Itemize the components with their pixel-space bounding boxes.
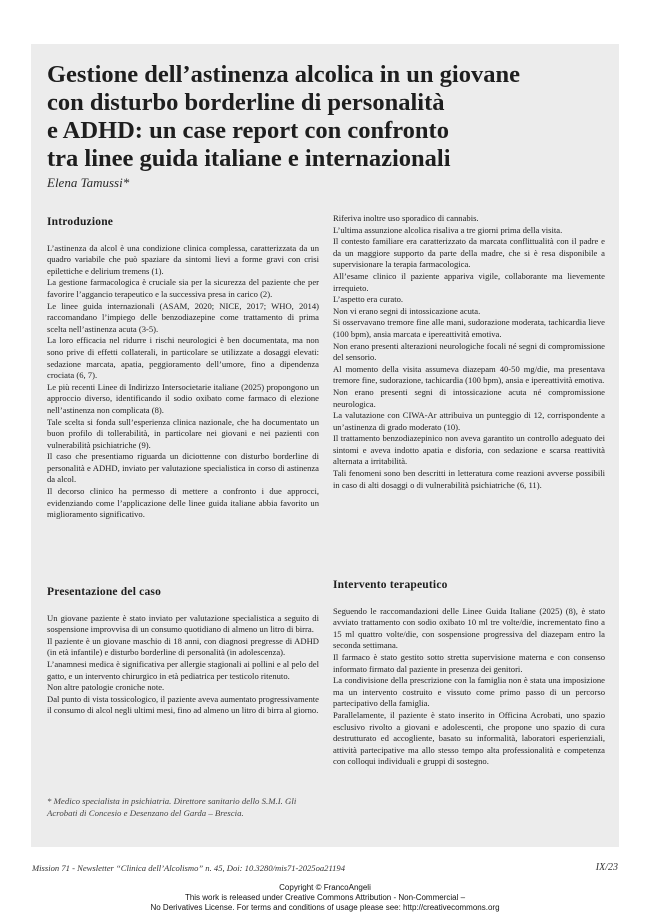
paragraph: Tali fenomeni sono ben descritti in letteratura come reazioni avverse possibili in caso di alti dosaggi o di vulnerabilità psichiatriche (6, 11). bbox=[333, 468, 605, 490]
case-continued bbox=[333, 213, 605, 491]
paragraph: Seguendo le raccomandazioni delle Linee Guida Italiane (2025) (8), è stato avviato trattamento con sodio oxibato 10 ml tre volte/die, incrementato fino a 15 ml quattro volte/die, con sospensione progressiva del diazepam entro la seconda settimana. bbox=[333, 605, 605, 651]
paragraph: L’anamnesi medica è significativa per allergie stagionali ai pollini e al pelo del gatto, e un intervento chirurgico in età pediatrica per testicolo ritenuto. bbox=[47, 658, 319, 681]
paragraph: Il contesto familiare era caratterizzato da marcata conflittualità con il padre e da un maggiore supporto da parte della madre, che si è resa disponibile a supervisionare la terapia farmacologica. bbox=[333, 236, 605, 270]
paragraph: Tale scelta si fonda sull’esperienza clinica nazionale, che ha documentato un buon profilo di tollerabilità, in particolare nei giovani e nei pazienti con vulnerabilità psichiatriche (9). bbox=[47, 416, 319, 450]
license-line: No Derivatives License. For terms and conditions of usage please see: http://creativecommons.org bbox=[150, 903, 500, 912]
author-footnote bbox=[47, 795, 319, 819]
footer-citation: Mission 71 - Newsletter “Clinica dell’Alcolismo” n. 45, Doi: 10.3280/mis71-2025oa21194 bbox=[32, 863, 346, 873]
paragraph: Il paziente è un giovane maschio di 18 anni, con diagnosi pregresse di ADHD (in età infantile) e disturbo borderline di personalità (in adolescenza). bbox=[47, 635, 319, 658]
paragraph: Il decorso clinico ha permesso di mettere a confronto i due approcci, evidenziando come l’applicazione delle linee guida italiane abbia favorito un miglioramento significativo. bbox=[47, 486, 319, 520]
section-intervention bbox=[333, 580, 605, 768]
paragraph: Parallelamente, il paziente è stato inserito in Officina Acrobati, uno spazio esclusivo rivolto a giovani e adolescenti, che propone uno spazio di cura destrutturato ed accogliente, basato su informalità, laboratori esperienziali, attività partecipative ma allo stesso tempo alta professionalità e competenza con colloqui individuali e gruppi di sostegno. bbox=[333, 709, 605, 767]
section-case-presentation bbox=[47, 587, 319, 717]
license-line: This work is released under Creative Commons Attribution - Non-Commercial – bbox=[184, 893, 466, 902]
paragraph: Le linee guida internazionali (ASAM, 2020; NICE, 2017; WHO, 2014) raccomandano l’impiego delle benzodiazepine come trattamento di prima scelta nell’astinenza acuta (3-5). bbox=[47, 300, 319, 334]
paragraph: Non vi erano segni di intossicazione acuta. bbox=[333, 305, 481, 316]
title-line: Gestione dell’astinenza alcolica in un giovane bbox=[47, 61, 520, 88]
paragraph: La gestione farmacologica è cruciale sia per la sicurezza del paziente che per favorire l’aggancio terapeutico e la successiva presa in carico (2). bbox=[47, 277, 319, 299]
section-introduction bbox=[47, 217, 319, 521]
paragraph: L’astinenza da alcol è una condizione clinica complessa, caratterizzata da un quadro variabile che può spaziare da sintomi lievi a forme gravi con crisi epilettiche e delirium tremens (1). bbox=[47, 242, 319, 276]
paragraph: Non altre patologie croniche note. bbox=[47, 682, 165, 693]
copyright-notice bbox=[0, 883, 650, 913]
paragraph: Si osservavano tremore fine alle mani, sudorazione moderata, tachicardia lieve (100 bpm), ansia marcata e ipereattività emotiva. bbox=[333, 317, 605, 339]
paragraph: La valutazione con CIWA-Ar attribuiva un punteggio di 12, corrispondente a un’astinenza di grado moderato (10). bbox=[333, 410, 605, 432]
section-heading: Intervento terapeutico bbox=[333, 579, 448, 591]
paragraph: Non erano presenti segni di intossicazione acuta né compromissione neurologica. bbox=[333, 386, 605, 409]
section-heading: Introduzione bbox=[47, 216, 114, 228]
paragraph: Il farmaco è stato gestito sotto stretta supervisione materna e con consenso informato firmato dal paziente in presenza dei genitori. bbox=[333, 651, 605, 674]
article-title bbox=[47, 61, 607, 173]
paragraph: Il trattamento benzodiazepinico non aveva garantito un controllo adeguato dei sintomi e aveva indotto apatia e disforia, con sedazione e scarsa reattività alternata a irritabilità. bbox=[333, 433, 605, 467]
paragraph: Riferiva inoltre uso sporadico di cannabis. bbox=[333, 213, 479, 223]
paragraph: Il caso che presentiamo riguarda un diciottenne con disturbo borderline di personalità e ADHD, inviato per valutazione specialistica in corso di astinenza da alcol. bbox=[47, 451, 319, 485]
paragraph: L’aspetto era curato. bbox=[333, 294, 404, 305]
paragraph: All’esame clinico il paziente appariva vigile, collaborante ma lievemente irrequieto. bbox=[333, 270, 605, 293]
paragraph: Un giovane paziente è stato inviato per valutazione specialistica a seguito di sospensione improvvisa di un consumo quotidiano di almeno un litro di birra. bbox=[47, 612, 319, 635]
paragraph: La condivisione della prescrizione con la famiglia non è stata una imposizione ma un intervento costruito e vissuto come primo passo di un percorso partecipativo della famiglia. bbox=[333, 675, 605, 709]
paragraph: L’ultima assunzione alcolica risaliva a tre giorni prima della visita. bbox=[333, 224, 563, 235]
title-line: con disturbo borderline di personalità bbox=[47, 89, 445, 116]
paragraph: Le più recenti Linee di Indirizzo Intersocietarie italiane (2025) propongono un approccio diverso, identificando il sodio oxibato come farmaco di elezione nell’astinenza non complicata (8). bbox=[47, 381, 319, 415]
title-line: tra linee guida italiane e internazionali bbox=[47, 145, 451, 172]
page-number: IX/23 bbox=[595, 862, 618, 873]
footnote-text: * Medico specialista in psichiatria. Direttore sanitario dello S.M.I. Gli Acrobati di Concesio e Desenzano del Garda – Brescia. bbox=[47, 796, 297, 818]
section-heading: Presentazione del caso bbox=[47, 586, 162, 598]
author-name: Elena Tamussi* bbox=[47, 175, 130, 190]
paragraph: La loro efficacia nel ridurre i rischi neurologici è ben documentata, ma non sono prive di effetti collaterali, in particolare se utilizzate a dosaggi elevati: sedazione marcata, apatia, peggioramento dell’umore, fino a dipendenza crociata (6, 7). bbox=[47, 335, 319, 381]
paragraph: Non erano presenti alterazioni neurologiche focali né segni di compromissione del sensorio. bbox=[333, 340, 605, 363]
copyright-line: Copyright © FrancoAngeli bbox=[279, 883, 371, 892]
paragraph: Dal punto di vista tossicologico, il paziente aveva aumentato progressivamente il consumo di alcol negli ultimi mesi, fino ad almeno un litro di birra al giorno. bbox=[47, 693, 319, 716]
paragraph: Al momento della visita assumeva diazepam 40-50 mg/die, ma presentava tremore fine, sudorazione, tachicardia (100 bpm), ansia e ipereattività emotiva. bbox=[333, 363, 605, 386]
title-line: e ADHD: un case report con confronto bbox=[47, 117, 449, 144]
